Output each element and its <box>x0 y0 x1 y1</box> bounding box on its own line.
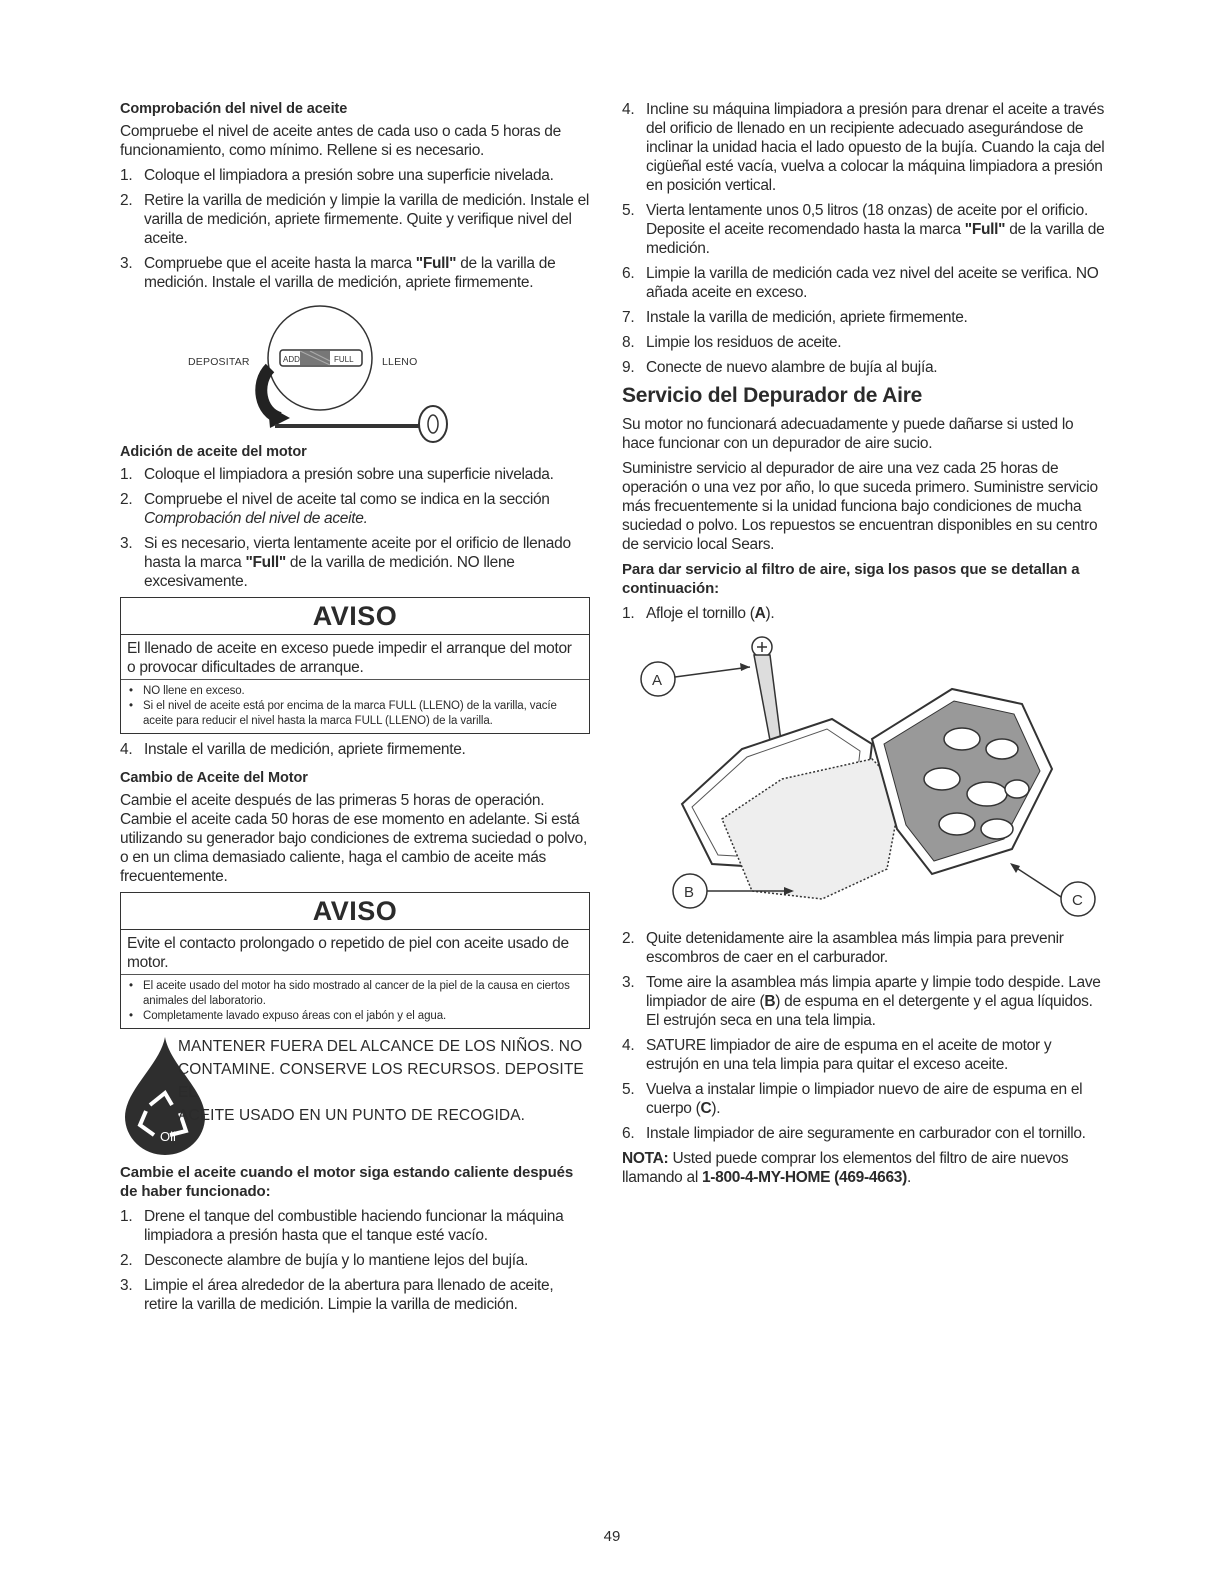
recycle-notice <box>120 1035 590 1153</box>
air-cleaner-p1: Su motor no funcionará adecuadamente y puede dañarse si usted lo hace funcionar con un depurador de aire sucio. <box>622 416 1074 452</box>
air-cleaner-steps <box>622 929 1106 1143</box>
list-item: 6. Limpie la varilla de medición cada vez nivel del aceite se verifica. NO añada aceite en exceso. <box>622 265 1099 301</box>
add-oil-steps <box>120 465 590 591</box>
list-item: 1. Drene el tanque del combustible haciendo funcionar la máquina limpiadora a presión hasta que el tanque esté vacío. <box>120 1208 564 1244</box>
air-cleaner-p2: Suministre servicio al depurador de aire una vez cada 25 horas de operación o una vez por año, lo que suceda primero. Suministre servicio más frecuentemente si la unidad funciona bajo condiciones de mucha suciedad o polvo. Los repuestos se encuentran disponibles en su centro de servicio local Sears. <box>622 460 1098 553</box>
check-oil-intro: Compruebe el nivel de aceite antes de cada uso o cada 5 horas de funcionamiento, como mínimo. Rellene si es necesario. <box>120 123 561 159</box>
list-item: 7. Instale la varilla de medición, apriete firmemente. <box>622 309 968 326</box>
page-number: 49 <box>603 1528 621 1545</box>
list-item: • NO llene en exceso. <box>129 684 583 699</box>
recycle-text: MANTENER FUERA DEL ALCANCE DE LOS NIÑOS. NO CONTAMINE. CONSERVE LOS RECURSOS. DEPOSITE EL ACEITE USADO EN UN PUNTO DE RECOGIDA. <box>178 1038 584 1124</box>
fig-label-depositar: DEPOSITAR <box>188 356 250 368</box>
dipstick-illustration <box>120 298 590 443</box>
warning-bullets <box>121 680 589 733</box>
list-item: 2. Retire la varilla de medición y limpie la varilla de medición. Instale el varilla de medición, apriete firmemente. Quite y verifique nivel del aceite. <box>120 192 590 247</box>
list-item: 2. Desconecte alambre de bujía y lo mantiene lejos del bujía. <box>120 1252 529 1269</box>
drain-steps <box>622 100 1106 377</box>
list-item: 3. Tome aire la asamblea más limpia aparte y limpie todo despide. Lave limpiador de aire (B) de espuma en el detergente y el agua líquidos. El estrujón seca en una tela limpia. <box>622 974 1101 1029</box>
list-item: 3. Compruebe que el aceite hasta la marca "Full" de la varilla de medición. Instale el varilla de medición, apriete firmemente. <box>120 255 556 291</box>
air-cleaner-subheading: Para dar servicio al filtro de aire, siga los pasos que se detallan a continuación: <box>622 561 1080 597</box>
list-item: 5. Vuelva a instalar limpie o limpiador nuevo de aire de espuma en el cuerpo (C). <box>622 1081 1083 1117</box>
list-item: 5. Vierta lentamente unos 0,5 litros (18 onzas) de aceite por el orificio. Deposite el aceite recomendado hasta la marca "Full" de la varilla de medición. <box>622 202 1105 257</box>
list-item: 4. Incline su máquina limpiadora a presión para drenar el aceite a través del orificio de llenado en un recipiente adecuado asegurándose de inclinar la unidad hacia el lado opuesto de la bujía. Cuando la caja del cigüeñal esté vacía, vuelva a colocar la máquina limpiadora a presión en posición vertical. <box>622 101 1105 194</box>
warning-box-overfill <box>120 597 590 734</box>
check-oil-heading: Comprobación del nivel de aceite <box>120 101 348 117</box>
right-column <box>622 100 1106 1193</box>
callout-c: C <box>1072 892 1083 909</box>
callout-a: A <box>652 672 663 689</box>
left-column <box>120 100 590 1320</box>
list-item: 3. Si es necesario, vierta lentamente aceite por el orificio de llenado hasta la marca "Full" de la varilla de medición. NO llene excesivamente. <box>120 535 571 590</box>
list-item: 3. Limpie el área alrededor de la abertura para llenado de aceite, retire la varilla de medición. Limpie la varilla de medición. <box>120 1277 554 1313</box>
dipstick-figure <box>120 298 590 443</box>
list-item: 4. SATURE limpiador de aire de espuma en el aceite de motor y estrujón en una tela limpia para quitar el exceso aceite. <box>622 1037 1052 1073</box>
warning-bullets <box>121 975 589 1028</box>
warning-title: AVISO <box>121 893 589 930</box>
air-filter-figure <box>622 629 1106 929</box>
list-item: 6. Instale limpiador de aire seguramente en carburador con el tornillo. <box>622 1125 1086 1142</box>
add-oil-heading: Adición de aceite del motor <box>120 444 307 460</box>
change-oil-heading: Cambio de Aceite del Motor <box>120 770 308 786</box>
svg-text:Oil: Oil <box>160 1129 176 1144</box>
warning-box-skin <box>120 892 590 1029</box>
hot-engine-heading: Cambie el aceite cuando el motor siga estando caliente después de haber funcionado: <box>120 1164 574 1200</box>
list-item: 1. Coloque el limpiadora a presión sobre una superficie nivelada. <box>120 167 554 184</box>
hot-engine-steps <box>120 1207 590 1314</box>
air-cleaner-step-1 <box>622 604 1106 623</box>
warning-body: Evite el contacto prolongado o repetido de piel con aceite usado de motor. <box>121 930 589 975</box>
warning-body: El llenado de aceite en exceso puede impedir el arranque del motor o provocar dificultades de arranque. <box>121 635 589 680</box>
note: NOTA: Usted puede comprar los elementos del filtro de aire nuevos llamando al 1-800-4-MY-HOME (469-4663). <box>622 1150 1069 1186</box>
svg-text:FULL: FULL <box>334 355 354 364</box>
list-item: 1. Afloje el tornillo (A). <box>622 605 775 622</box>
list-item: 2. Quite detenidamente aire la asamblea más limpia para prevenir escombros de caer en el carburador. <box>622 930 1064 966</box>
list-item: • Completamente lavado expuso áreas con el jabón y el agua. <box>129 1009 583 1024</box>
list-item: 9. Conecte de nuevo alambre de bujía al bujía. <box>622 359 938 376</box>
check-oil-steps <box>120 166 590 292</box>
callout-b: B <box>684 884 695 901</box>
list-item: 4. Instale el varilla de medición, apriete firmemente. <box>120 741 466 758</box>
add-oil-step-4 <box>120 740 590 759</box>
svg-text:ADD: ADD <box>283 355 300 364</box>
air-cleaner-heading: Servicio del Depurador de Aire <box>622 384 923 407</box>
list-item: • Si el nivel de aceite está por encima de la marca FULL (LLENO) de la varilla, vacíe aceite para reducir el nivel hasta la marca FULL (LLENO) de la varilla. <box>129 699 583 729</box>
air-filter-illustration <box>622 629 1106 929</box>
change-oil-body: Cambie el aceite después de las primeras 5 horas de operación. Cambie el aceite cada 50 horas de ese momento en adelante. Si está utilizando su generador bajo condiciones de extrema suciedad o polvo, o en un clima demasiado caliente, haga el cambio de aceite más frecuentemente. <box>120 792 588 885</box>
warning-title: AVISO <box>121 598 589 635</box>
list-item: • El aceite usado del motor ha sido mostrado al cancer de la piel de la causa en ciertos animales del laboratorio. <box>129 979 583 1009</box>
list-item: 2. Compruebe el nivel de aceite tal como se indica en la sección Comprobación del nivel de aceite. <box>120 491 550 527</box>
list-item: 8. Limpie los residuos de aceite. <box>622 334 842 351</box>
fig-label-lleno: LLENO <box>382 356 418 368</box>
list-item: 1. Coloque el limpiadora a presión sobre una superficie nivelada. <box>120 466 554 483</box>
